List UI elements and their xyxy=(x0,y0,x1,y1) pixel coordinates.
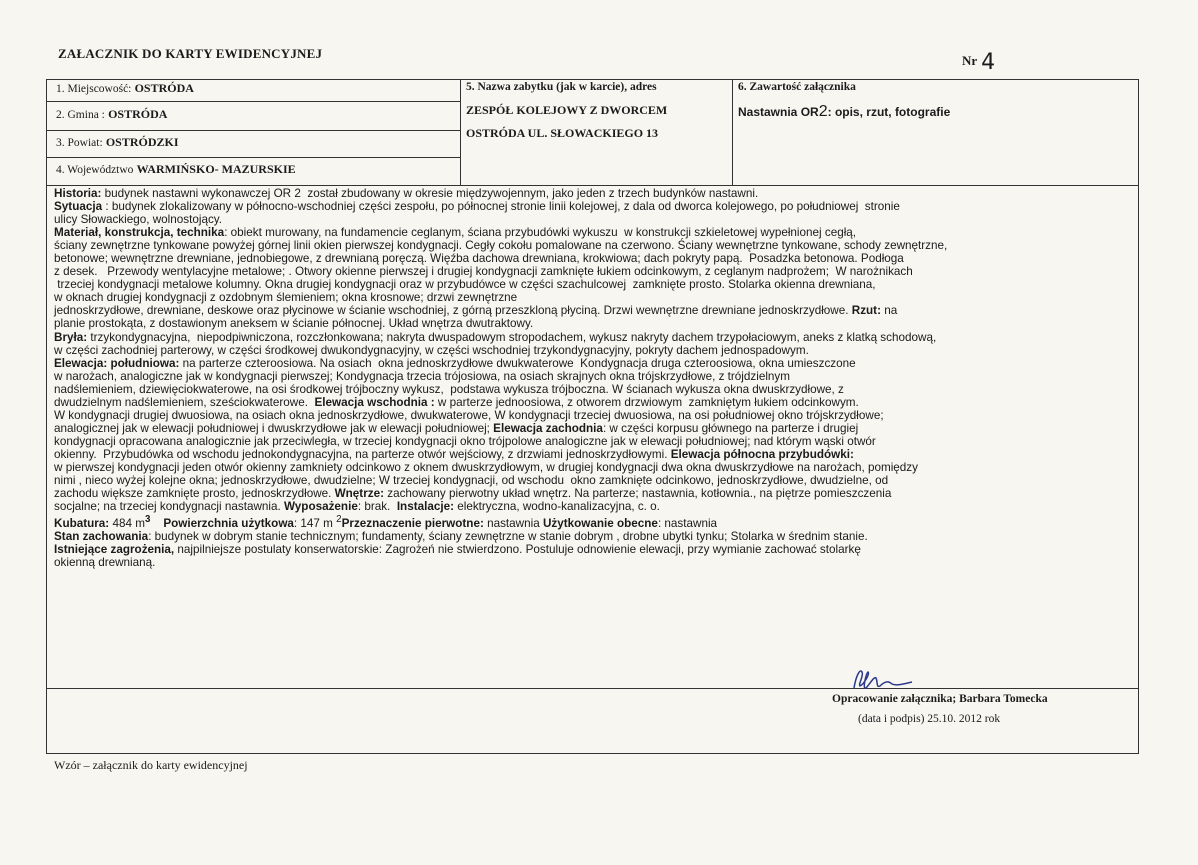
description-text: Historia: budynek nastawni wykonawczej OR 2 został zbudowany w okresie międzywojennym, jako jeden z trzech budynków nastawni. Sytuacja : budynek zlokalizowany w północno-wschodniej części zespołu, po północnej stronie linii kolejowej, z dala od dworca kolejowego, po południowej stronie ulicy Słowackiego, wolnostojący. Materiał, konstrukcja, technika: obiekt murowany, na fundamencie ceglanym, ściana przybudówki wykuszu w konstrukcji szkieletowej wypełnionej cegłą, ściany zewnętrzne tynkowane powyżej górnej linii okien pierwszej kondygnacji. Cegły cokołu pomalowane na czerwono. Ściany wewnętrzne tynkowane, schody zewnętrzne, betonowe; wewnętrzne drewniane, jednobiegowe, z drewnianą poręczą. Więźba dachowa drewniana, krokwiowa; dach pokryty papą. Posadzka betonowa. Podłoga z desek. Przewody wentylacyjne metalowe; . Otwory okienne pierwszej i drugiej kondygnacji zamknięte łukiem odcinkowym, z ceglanym nadprożem; W narożnikach trzeciej kondygnacji metalowe kolumny. Okna drugiej kondygnacji oraz w przybudówce w części szachulcowej zamknięte prosto. Stolarka okienna drewniana, w oknach drugiej kondygnacji z ozdobnym ślemieniem; okna krosnowe; drzwi zewnętrzne jednoskrzydłowe, drewniane, deskowe oraz płycinowe w ścianie wschodniej, z górną przeszkloną płyciną. Drzwi wewnętrzne drewniane jednoskrzydłowe. Rzut: na planie prostokąta, z dostawionym aneksem w ścianie północnej. Układ wnętrza dwutraktowy. Bryła: trzykondygnacyjna, niepodpiwniczona, rozczłonkowana; nakryta dwuspadowym stropodachem, wykusz nakryty dachem trzypołaciowym, aneks z klatką schodową, w części zachodniej parterowy, w części środkowej dwukondygnacyjny, w części wschodniej trzykondygnacyjny, pokryty dachem jednospadowym. Elewacja: południowa: na parterze czteroosiowa. Na osiach okna jednoskrzydłowe dwukwaterowe Kondygnacja druga czteroosiowa, okna umieszczone w narożach, analogiczne jak w kondygnacji pierwszej; Kondygnacja trzecia trójosiowa, na osiach skrajnych okna trójskrzydłowe, z trójdzielnym nadślemieniem, dziewięciokwaterowe, na osi środkowej trójboczny wykusz, podstawa wykusza trójboczna. W ścianach wykusza okna dwuskrzydłowe, z dwudzielnym nadślemieniem, sześciokwaterowe. Elewacja wschodnia : w parterze jednoosiowa, z otworem drzwiowym zamkniętym łukiem odcinkowym. W kondygnacji drugiej dwuosiowa, na osiach okna jednoskrzydłowe, dwukwaterowe, W kondygnacji trzeciej dwuosiowa, na osi południowej okno trójskrzydłowe; analogicznej jak w elewacji południowej i dwuskrzydłowe jak w elewacji południowej; Elewacja zachodnia: w części korpusu głównego na parterze i drugiej kondygnacji opracowana analogicznie jak przeciwległa, w trzeciej kondygnacji okno trójpolowe analogiczne jak w elewacji południowej; nad którym wąski otwór okienny. Przybudówka od wschodu jednokondygnacyjna, na parterze otwór wejściowy, z drzwiami jednoskrzydłowymi. Elewacja północna przybudówki: w pierwszej kondygnacji jeden otwór okienny zamkniety odcinkowo z oknem dwuskrzydłowym, w drugiej kondygnacji dwa okna dwuskrzydłowe na narożach, pomiędzy nimi , nieco wyżej kolejne okna; jednoskrzydłowe, dwudzielne; W trzeciej kondygnacji, od wschodu okno zamknięte odcinkowo, jednoskrzydłowe, dwudzielne, od zachodu większe zamknięte prosto, jednoskrzydłowe. Wnętrze: zachowany pierwotny układ wnętrz. Na parterze; nastawnia, kotłownia., na piętrze pomieszczenia socjalne; na trzeciej kondygnacji nastawnia. Wyposażenie: brak. Instalacje: elektryczna, wodno-kanalizacyjna, c. o. Kubatura: 484 $m^3$ Powierzchnia użytkowa: 147 m $^2$Przeznaczenie pierwotne: nastawnia Użytkowanie obecne: nastawnia Stan zachowania: budynek w dobrym stanie technicznym; fundamenty, ściany zewnętrzne w stanie dobrym , drobne ubytki tynku; Stolarka w średnim stanie. Istniejące zagrożenia, najpilniejsze postulaty konserwatorskie: Zagrożeń nie stwierdzono. Postuluje odnowienie elewacji, przy wymianie zachować stolarkę okienną drewnianą. xyxy=(54,187,948,570)
nr-label: Nr xyxy=(962,53,978,68)
field-zawartosc-value: Nastawnia OR2: opis, rzut, fotografie xyxy=(738,103,951,120)
divider xyxy=(46,157,460,158)
field-zawartosc-label: 6. Zawartość załącznika xyxy=(738,81,856,93)
date-signature: (data i podpis) 25.10. 2012 rok xyxy=(858,713,1001,725)
field-wojewodztwo: 4. Województwo WARMIŃSKO- MAZURSKIE xyxy=(56,162,296,176)
field-powiat: 3. Powiat: OSTRÓDZKI xyxy=(56,135,179,149)
divider xyxy=(46,101,460,102)
field-nazwa-label: 5. Nazwa zabytku (jak w karcie), adres xyxy=(466,81,657,93)
signature-mark xyxy=(848,662,918,696)
number-label xyxy=(962,46,996,75)
divider xyxy=(460,79,461,186)
divider xyxy=(732,79,733,186)
template-note: Wzór – załącznik do karty ewidencyjnej xyxy=(54,758,248,772)
field-gmina: 2. Gmina : OSTRÓDA xyxy=(56,107,168,121)
divider xyxy=(46,130,460,131)
prepared-by: Opracowanie załącznika; Barbara Tomecka xyxy=(832,693,1048,705)
divider xyxy=(46,688,1139,689)
nr-value: 4 xyxy=(981,50,996,75)
field-miejscowosc: 1. Miejscowość: OSTRÓDA xyxy=(56,81,194,95)
field-nazwa-line1: ZESPÓŁ KOLEJOWY Z DWORCEM xyxy=(466,103,668,117)
field-nazwa-line2: OSTRÓDA UL. SŁOWACKIEGO 13 xyxy=(466,126,659,140)
document-title: ZAŁACZNIK DO KARTY EWIDENCYJNEJ xyxy=(58,46,323,61)
divider xyxy=(46,185,1139,186)
